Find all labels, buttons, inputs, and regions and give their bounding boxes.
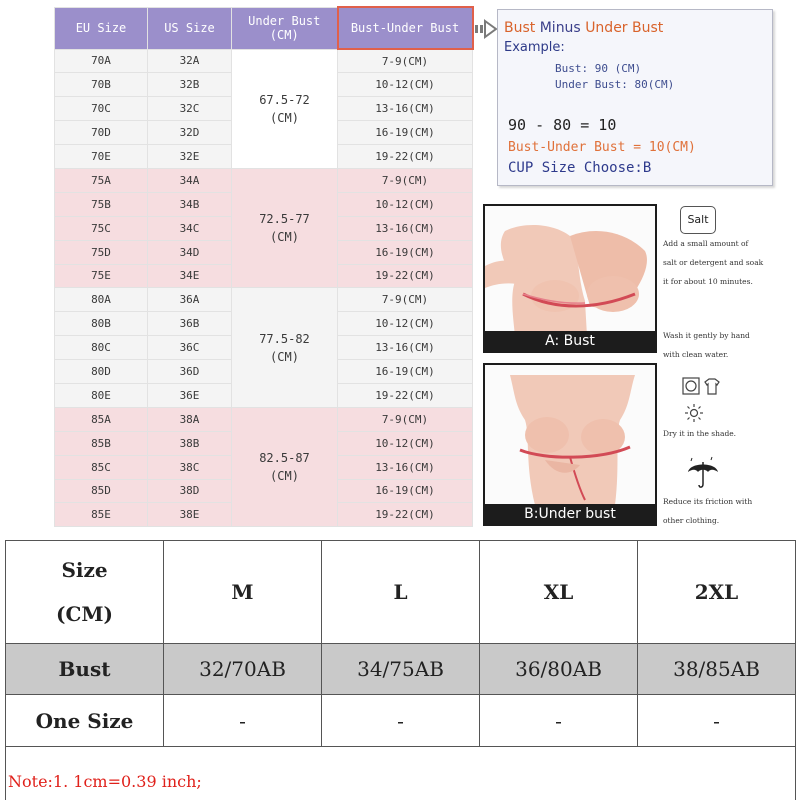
one-size-value: -: [480, 695, 638, 747]
us-size-cell: 32B: [148, 73, 232, 97]
eu-size-cell: 75E: [55, 264, 148, 288]
under-bust-range: 67.5-72: [259, 92, 310, 107]
us-size-cell: 38A: [148, 407, 232, 431]
example-box: [497, 9, 773, 186]
size-header-line2: (CM): [56, 602, 113, 626]
us-size-cell: 36C: [148, 336, 232, 360]
bust-difference-cell: 10-12(CM): [338, 73, 473, 97]
example-equation: 90 - 80 = 10: [508, 116, 617, 134]
bust-difference-cell: 10-12(CM): [338, 312, 473, 336]
us-size-cell: 34C: [148, 216, 232, 240]
us-size-cell: 38C: [148, 455, 232, 479]
under-bust-unit: (CM): [270, 469, 299, 484]
bust-difference-cell: 13-16(CM): [338, 216, 473, 240]
size-chart-table: [54, 6, 474, 527]
bust-difference-cell: 10-12(CM): [338, 431, 473, 455]
eu-size-cell: 85E: [55, 503, 148, 527]
size-chart-header-row: [55, 7, 473, 49]
example-result: Bust-Under Bust = 10(CM): [508, 140, 696, 155]
header-eu-size: EU Size: [55, 7, 148, 49]
care-line: salt or detergent and soak: [663, 258, 764, 267]
salt-icon: Salt: [680, 206, 716, 234]
bust-difference-cell: 16-19(CM): [338, 360, 473, 384]
under-bust-range-cell: [232, 49, 338, 168]
care-line: Add a small amount of: [663, 239, 749, 248]
under-bust-illustration: [485, 365, 657, 526]
eu-size-cell: 80E: [55, 383, 148, 407]
bust-value: 34/75AB: [322, 644, 480, 695]
size-column-xl: XL: [480, 541, 638, 644]
us-size-cell: 34A: [148, 168, 232, 192]
care-line: other clothing.: [663, 516, 720, 525]
eu-size-cell: 75B: [55, 192, 148, 216]
us-size-cell: 32D: [148, 121, 232, 145]
note-text: Note:1. 1cm=0.39 inch;: [6, 747, 796, 800]
bust-value: 32/70AB: [164, 644, 322, 695]
eu-size-cell: 85B: [55, 431, 148, 455]
bust-difference-cell: 19-22(CM): [338, 145, 473, 169]
bust-difference-cell: 13-16(CM): [338, 97, 473, 121]
bust-difference-cell: 16-19(CM): [338, 240, 473, 264]
umbrella-icon: [686, 456, 720, 490]
under-bust-unit: (CM): [270, 349, 299, 364]
under-bust-range-cell: [232, 168, 338, 287]
under-bust-unit: (CM): [270, 110, 299, 125]
bust-value: 36/80AB: [480, 644, 638, 695]
us-size-cell: 32E: [148, 145, 232, 169]
care-line: Dry it in the shade.: [663, 429, 737, 438]
size-chart-body: [55, 49, 473, 527]
us-size-cell: 36E: [148, 383, 232, 407]
simple-size-table: [5, 540, 796, 800]
example-cup-size: CUP Size Choose:B: [508, 160, 652, 176]
us-size-cell: 38B: [148, 431, 232, 455]
example-under-bust: Under Bust: 80(CM): [555, 78, 675, 91]
us-size-cell: 36B: [148, 312, 232, 336]
eu-size-cell: 70B: [55, 73, 148, 97]
us-size-cell: 36D: [148, 360, 232, 384]
bust-difference-cell: 7-9(CM): [338, 407, 473, 431]
header-under-bust: Under Bust (CM): [232, 7, 338, 49]
under-bust-range: 82.5-87: [259, 451, 310, 466]
bust-difference-cell: 19-22(CM): [338, 264, 473, 288]
arrow-right-icon: [475, 18, 497, 40]
care-line: Wash it gently by hand: [663, 331, 750, 340]
no-tumble-dry-icon: [682, 376, 722, 398]
eu-size-cell: 75C: [55, 216, 148, 240]
bust-difference-cell: 16-19(CM): [338, 479, 473, 503]
one-size-row-label: One Size: [6, 695, 164, 747]
under-bust-range: 72.5-77: [259, 212, 310, 227]
size-header-line1: Size: [61, 558, 108, 582]
size-header-row: [6, 541, 796, 644]
under-bust-range-cell: [232, 407, 338, 526]
example-label: Example:: [504, 40, 565, 55]
size-column-m: M: [164, 541, 322, 644]
under-bust-caption: B:Under bust: [485, 504, 655, 524]
us-size-cell: 32A: [148, 49, 232, 73]
bust-difference-cell: 19-22(CM): [338, 383, 473, 407]
under-bust-unit: (CM): [270, 230, 299, 245]
eu-size-cell: 85C: [55, 455, 148, 479]
size-column-l: L: [322, 541, 480, 644]
eu-size-cell: 80A: [55, 288, 148, 312]
size-chart-row: [55, 288, 473, 312]
size-header-cell: [6, 541, 164, 644]
eu-size-cell: 70D: [55, 121, 148, 145]
bust-difference-cell: 13-16(CM): [338, 336, 473, 360]
eu-size-cell: 85A: [55, 407, 148, 431]
bust-difference-cell: 13-16(CM): [338, 455, 473, 479]
us-size-cell: 32C: [148, 97, 232, 121]
bust-measure-photo: [483, 204, 657, 353]
bust-difference-cell: 7-9(CM): [338, 49, 473, 73]
eu-size-cell: 75D: [55, 240, 148, 264]
bust-difference-cell: 19-22(CM): [338, 503, 473, 527]
example-title: Bust Minus Under Bust: [504, 20, 664, 36]
care-line: Reduce its friction with: [663, 497, 753, 506]
care-line: it for about 10 minutes.: [663, 277, 753, 286]
eu-size-cell: 85D: [55, 479, 148, 503]
care-line: with clean water.: [663, 350, 729, 359]
header-bust-under-bust: Bust-Under Bust: [338, 7, 473, 49]
bust-row: [6, 644, 796, 695]
bust-difference-cell: 7-9(CM): [338, 168, 473, 192]
under-bust-range: 77.5-82: [259, 331, 310, 346]
eu-size-cell: 80B: [55, 312, 148, 336]
us-size-cell: 34D: [148, 240, 232, 264]
size-chart-row: [55, 168, 473, 192]
eu-size-cell: 75A: [55, 168, 148, 192]
care-instructions: [660, 204, 780, 529]
one-size-row: [6, 695, 796, 747]
sun-icon: [685, 404, 703, 422]
one-size-value: -: [322, 695, 480, 747]
size-chart-row: [55, 49, 473, 73]
one-size-value: -: [164, 695, 322, 747]
note-row: [6, 747, 796, 800]
us-size-cell: 36A: [148, 288, 232, 312]
size-chart-row: [55, 407, 473, 431]
bust-difference-cell: 10-12(CM): [338, 192, 473, 216]
eu-size-cell: 70E: [55, 145, 148, 169]
eu-size-cell: 70A: [55, 49, 148, 73]
bust-difference-cell: 7-9(CM): [338, 288, 473, 312]
bust-difference-cell: 16-19(CM): [338, 121, 473, 145]
us-size-cell: 38D: [148, 479, 232, 503]
us-size-cell: 34B: [148, 192, 232, 216]
under-bust-range-cell: [232, 288, 338, 407]
eu-size-cell: 70C: [55, 97, 148, 121]
size-column-2xl: 2XL: [638, 541, 796, 644]
under-bust-measure-photo: [483, 363, 657, 526]
bust-row-label: Bust: [6, 644, 164, 695]
us-size-cell: 34E: [148, 264, 232, 288]
bust-caption: A: Bust: [485, 331, 655, 351]
eu-size-cell: 80D: [55, 360, 148, 384]
us-size-cell: 38E: [148, 503, 232, 527]
eu-size-cell: 80C: [55, 336, 148, 360]
header-us-size: US Size: [148, 7, 232, 49]
bust-value: 38/85AB: [638, 644, 796, 695]
one-size-value: -: [638, 695, 796, 747]
example-bust: Bust: 90 (CM): [555, 62, 642, 75]
